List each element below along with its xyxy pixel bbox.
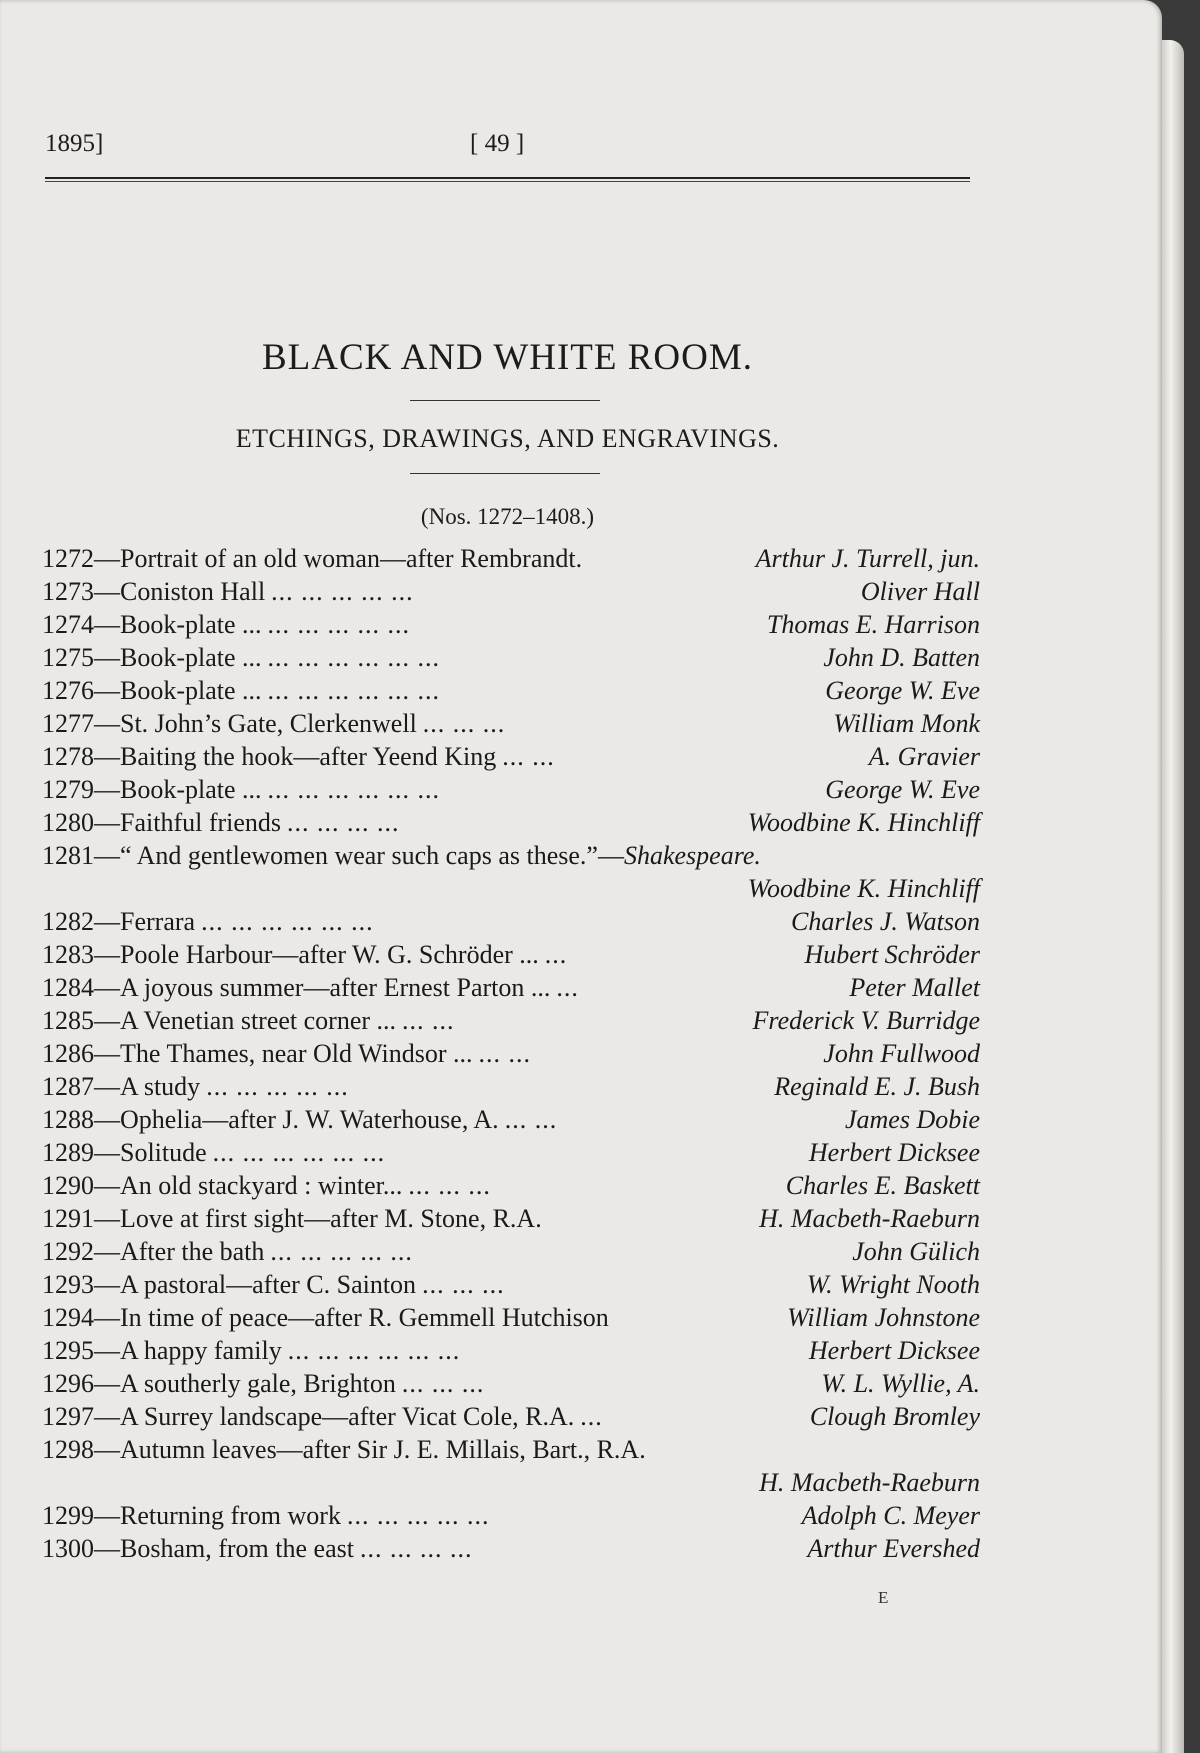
catalogue-entry xyxy=(42,1400,980,1433)
catalogue-entry xyxy=(42,1235,980,1268)
entry-title xyxy=(42,1136,207,1169)
catalogue-entry xyxy=(42,839,980,872)
entry-title xyxy=(42,1037,473,1070)
entry-number: 1289 xyxy=(42,1138,94,1167)
entry-artist: Herbert Dicksee xyxy=(808,1336,980,1365)
catalogue-entry xyxy=(42,740,980,773)
entry-leader-dots: ... ... ... ... ... xyxy=(271,577,414,606)
header-rule-thin xyxy=(45,181,970,182)
entry-title xyxy=(42,740,496,773)
entry-number: 1292 xyxy=(42,1237,94,1266)
catalogue-entries xyxy=(42,542,980,1565)
entry-artist: Peter Mallet xyxy=(849,973,980,1002)
entry-title xyxy=(42,971,550,1004)
entry-leader-dots: ... ... ... ... ... ... xyxy=(212,1138,386,1167)
entry-number: 1284 xyxy=(42,973,94,1002)
running-header xyxy=(45,130,972,160)
catalogue-entry xyxy=(42,1004,980,1037)
entry-title xyxy=(42,542,582,575)
entry-title-text: —A happy family xyxy=(94,1336,282,1365)
catalogue-entry xyxy=(42,1268,980,1301)
entry-number: 1299 xyxy=(42,1501,94,1530)
entry-leader-dots: ... ... ... ... ... ... xyxy=(267,676,441,705)
entry-number: 1279 xyxy=(42,775,94,804)
catalogue-entry xyxy=(42,641,980,674)
entry-title xyxy=(42,806,281,839)
entry-artist: Charles E. Baskett xyxy=(785,1171,980,1200)
entry-artist: John Fullwood xyxy=(823,1039,980,1068)
entry-number: 1275 xyxy=(42,643,94,672)
catalogue-entry xyxy=(42,1334,980,1367)
entry-number: 1293 xyxy=(42,1270,94,1299)
entry-artist: A. Gravier xyxy=(868,742,980,771)
entry-title-text: —After the bath xyxy=(94,1237,265,1266)
entry-leader-dots: ... ... ... ... ... ... xyxy=(267,775,441,804)
entry-artist: H. Macbeth-Raeburn xyxy=(759,1204,980,1233)
section-subtitle: ETCHINGS, DRAWINGS, AND ENGRAVINGS. xyxy=(235,424,780,453)
entry-leader-dots: ... ... ... ... xyxy=(359,1534,473,1563)
entry-number: 1294 xyxy=(42,1303,94,1332)
entry-title xyxy=(42,839,624,872)
entry-title-text: —Ferrara xyxy=(94,907,196,936)
entry-title xyxy=(42,1169,402,1202)
entry-title-text: —Autumn leaves—after Sir J. E. Millais, Bart., R.A. xyxy=(94,1435,646,1464)
entry-number: 1296 xyxy=(42,1369,94,1398)
entry-title xyxy=(42,1499,341,1532)
catalogue-entry xyxy=(42,1070,980,1103)
entry-leader-dots: ... ... ... ... ... ... xyxy=(287,1336,461,1365)
entry-artist: John Gülich xyxy=(852,1237,980,1266)
entry-leader-dots: ... ... ... ... ... ... xyxy=(267,643,441,672)
catalogue-entry xyxy=(42,1433,980,1466)
catalogue-entry xyxy=(42,1037,980,1070)
entry-title xyxy=(42,938,539,971)
entry-leader-dots: ... ... ... ... ... ... xyxy=(201,907,374,936)
catalogue-entry xyxy=(42,1532,980,1565)
entry-number: 1300 xyxy=(42,1534,94,1563)
catalogue-entry xyxy=(42,905,980,938)
entry-artist: Reginald E. J. Bush xyxy=(774,1072,980,1101)
entry-number: 1276 xyxy=(42,676,94,705)
entry-number: 1282 xyxy=(42,907,94,936)
entry-number: 1286 xyxy=(42,1039,94,1068)
entry-leader-dots: ... ... ... xyxy=(408,1171,491,1200)
entry-title-text: —Book-plate ... xyxy=(94,775,262,804)
entry-artist: John D. Batten xyxy=(823,643,980,672)
signature-mark: E xyxy=(878,1588,889,1607)
entry-title xyxy=(42,1400,574,1433)
header-year: 1895] xyxy=(45,130,104,157)
entry-title-text: —Ophelia—after J. W. Waterhouse, A. xyxy=(94,1105,499,1134)
entry-artist: Charles J. Watson xyxy=(791,907,980,936)
entry-number: 1281 xyxy=(42,841,94,870)
entry-title-text: —Love at first sight—after M. Stone, R.A. xyxy=(94,1204,542,1233)
entry-number: 1280 xyxy=(42,808,94,837)
entry-title-text: —Baiting the hook—after Yeend King xyxy=(94,742,497,771)
catalogue-entry xyxy=(42,1169,980,1202)
entry-leader-dots: ... ... xyxy=(502,742,555,771)
entry-title-text: —A Surrey landscape—after Vicat Cole, R.A. xyxy=(94,1402,575,1431)
entry-title xyxy=(42,641,262,674)
entry-title-text: —A pastoral—after C. Sainton xyxy=(94,1270,417,1299)
entry-title xyxy=(42,773,262,806)
entry-title xyxy=(42,608,262,641)
entry-number: 1288 xyxy=(42,1105,94,1134)
entry-artist: George W. Eve xyxy=(825,676,980,705)
entry-number: 1278 xyxy=(42,742,94,771)
entry-number: 1287 xyxy=(42,1072,94,1101)
catalogue-entry xyxy=(42,1202,980,1235)
entry-title-text: —A study xyxy=(94,1072,201,1101)
catalogue-entry xyxy=(42,971,980,1004)
entry-artist-continuation: H. Macbeth-Raeburn xyxy=(759,1468,980,1497)
catalogue-entry xyxy=(42,938,980,971)
entry-title xyxy=(42,1235,264,1268)
entry-artist: Oliver Hall xyxy=(860,577,980,606)
entry-title xyxy=(42,1301,609,1334)
catalogue-entry xyxy=(42,1103,980,1136)
entry-title xyxy=(42,905,195,938)
entry-artist: Hubert Schröder xyxy=(804,940,980,969)
entry-leader-dots: ... ... ... xyxy=(422,1270,505,1299)
header-rule-thick xyxy=(45,177,970,179)
entry-title-text: —“ And gentlewomen wear such caps as these.”— xyxy=(94,841,624,870)
catalogue-entry xyxy=(42,674,980,707)
entry-title xyxy=(42,674,262,707)
entry-leader-dots: ... xyxy=(556,973,579,1002)
entry-title-text: —Coniston Hall xyxy=(94,577,266,606)
entry-artist: Frederick V. Burridge xyxy=(752,1006,980,1035)
entry-artist: William Johnstone xyxy=(787,1303,980,1332)
entry-title-text: —St. John’s Gate, Clerkenwell xyxy=(94,709,417,738)
catalogue-entry xyxy=(42,575,980,608)
section-title: BLACK AND WHITE ROOM. xyxy=(261,337,754,378)
catalogue-entry xyxy=(42,1367,980,1400)
page-edge xyxy=(1162,40,1184,1753)
catalogue-entry xyxy=(42,542,980,575)
entry-number: 1273 xyxy=(42,577,94,606)
entry-title-text: —A Venetian street corner ... xyxy=(94,1006,397,1035)
entry-artist: W. Wright Nooth xyxy=(806,1270,980,1299)
entry-title xyxy=(42,1070,200,1103)
page-number: [ 49 ] xyxy=(470,130,525,157)
entry-number: 1285 xyxy=(42,1006,94,1035)
catalogue-entry xyxy=(42,806,980,839)
entry-title xyxy=(42,1367,396,1400)
entry-artist: William Monk xyxy=(833,709,980,738)
entry-leader-dots: ... ... ... ... ... xyxy=(206,1072,349,1101)
entry-title xyxy=(42,1103,499,1136)
entry-leader-dots: ... ... ... ... ... xyxy=(346,1501,490,1530)
catalogue-entry xyxy=(42,1499,980,1532)
entry-leader-dots: ... ... ... xyxy=(401,1369,485,1398)
entry-artist: George W. Eve xyxy=(825,775,980,804)
entry-title-text: —Returning from work xyxy=(94,1501,341,1530)
entry-artist-continuation: Woodbine K. Hinchliff xyxy=(747,874,980,903)
entry-number: 1297 xyxy=(42,1402,94,1431)
entry-number: 1272 xyxy=(42,544,94,573)
entry-title-text: —Portrait of an old woman—after Rembrandt. xyxy=(94,544,583,573)
entry-leader-dots: ... ... ... ... xyxy=(287,808,400,837)
entry-title xyxy=(42,1532,354,1565)
entry-number: 1291 xyxy=(42,1204,94,1233)
entry-leader-dots: ... ... xyxy=(478,1039,532,1068)
catalogue-range: (Nos. 1272–1408.) xyxy=(420,504,595,529)
entry-artist: Woodbine K. Hinchliff xyxy=(747,808,980,837)
entry-title xyxy=(42,1433,646,1466)
entry-leader-dots: ... ... xyxy=(402,1006,455,1035)
entry-leader-dots: ... ... ... ... ... xyxy=(270,1237,413,1266)
entry-title xyxy=(42,1268,416,1301)
entry-number: 1290 xyxy=(42,1171,94,1200)
entry-number: 1283 xyxy=(42,940,94,969)
entry-title-text: —A southerly gale, Brighton xyxy=(94,1369,396,1398)
entry-leader-dots: ... ... ... ... ... xyxy=(267,610,411,639)
catalogue-entry xyxy=(42,608,980,641)
subtitle-rule xyxy=(410,473,600,474)
entry-artist: Thomas E. Harrison xyxy=(766,610,980,639)
entry-title-text: —Faithful friends xyxy=(94,808,282,837)
catalogue-entry xyxy=(42,1136,980,1169)
entry-artist: Arthur J. Turrell, jun. xyxy=(755,544,980,573)
entry-title-text: —An old stackyard : winter... xyxy=(94,1171,403,1200)
entry-leader-dots: ... ... ... xyxy=(422,709,506,738)
entry-artist: Herbert Dicksee xyxy=(808,1138,980,1167)
entry-leader-dots: ... xyxy=(544,940,568,969)
catalogue-entry xyxy=(42,707,980,740)
entry-title xyxy=(42,575,265,608)
entry-artist: Arthur Evershed xyxy=(807,1534,980,1563)
entry-title-text: —Solitude xyxy=(94,1138,207,1167)
title-rule xyxy=(410,400,600,401)
entry-artist: James Dobie xyxy=(844,1105,980,1134)
entry-title-text: —Bosham, from the east xyxy=(94,1534,354,1563)
entry-title xyxy=(42,707,417,740)
catalogue-entry xyxy=(42,1301,980,1334)
entry-number: 1274 xyxy=(42,610,94,639)
catalogue-entry xyxy=(42,773,980,806)
entry-artist: W. L. Wyllie, A. xyxy=(821,1369,980,1398)
entry-title-text: —Poole Harbour—after W. G. Schröder ... xyxy=(94,940,539,969)
entry-title-text: —In time of peace—after R. Gemmell Hutchison xyxy=(94,1303,609,1332)
entry-title-text: —A joyous summer—after Ernest Parton ... xyxy=(94,973,551,1002)
entry-leader-dots: ... xyxy=(580,1402,603,1431)
entry-title-text: —Book-plate ... xyxy=(94,643,262,672)
entry-number: 1277 xyxy=(42,709,94,738)
entry-number: 1298 xyxy=(42,1435,94,1464)
entry-quote-attribution: Shakespeare. xyxy=(623,841,761,870)
entry-title-text: —The Thames, near Old Windsor ... xyxy=(94,1039,473,1068)
entry-title xyxy=(42,1334,282,1367)
entry-title-text: —Book-plate ... xyxy=(94,610,262,639)
entry-title xyxy=(42,1004,396,1037)
entry-artist: Adolph C. Meyer xyxy=(801,1501,980,1530)
entry-title xyxy=(42,1202,542,1235)
entry-number: 1295 xyxy=(42,1336,94,1365)
entry-title-text: —Book-plate ... xyxy=(94,676,262,705)
entry-artist: Clough Bromley xyxy=(809,1402,980,1431)
entry-leader-dots: ... ... xyxy=(504,1105,558,1134)
